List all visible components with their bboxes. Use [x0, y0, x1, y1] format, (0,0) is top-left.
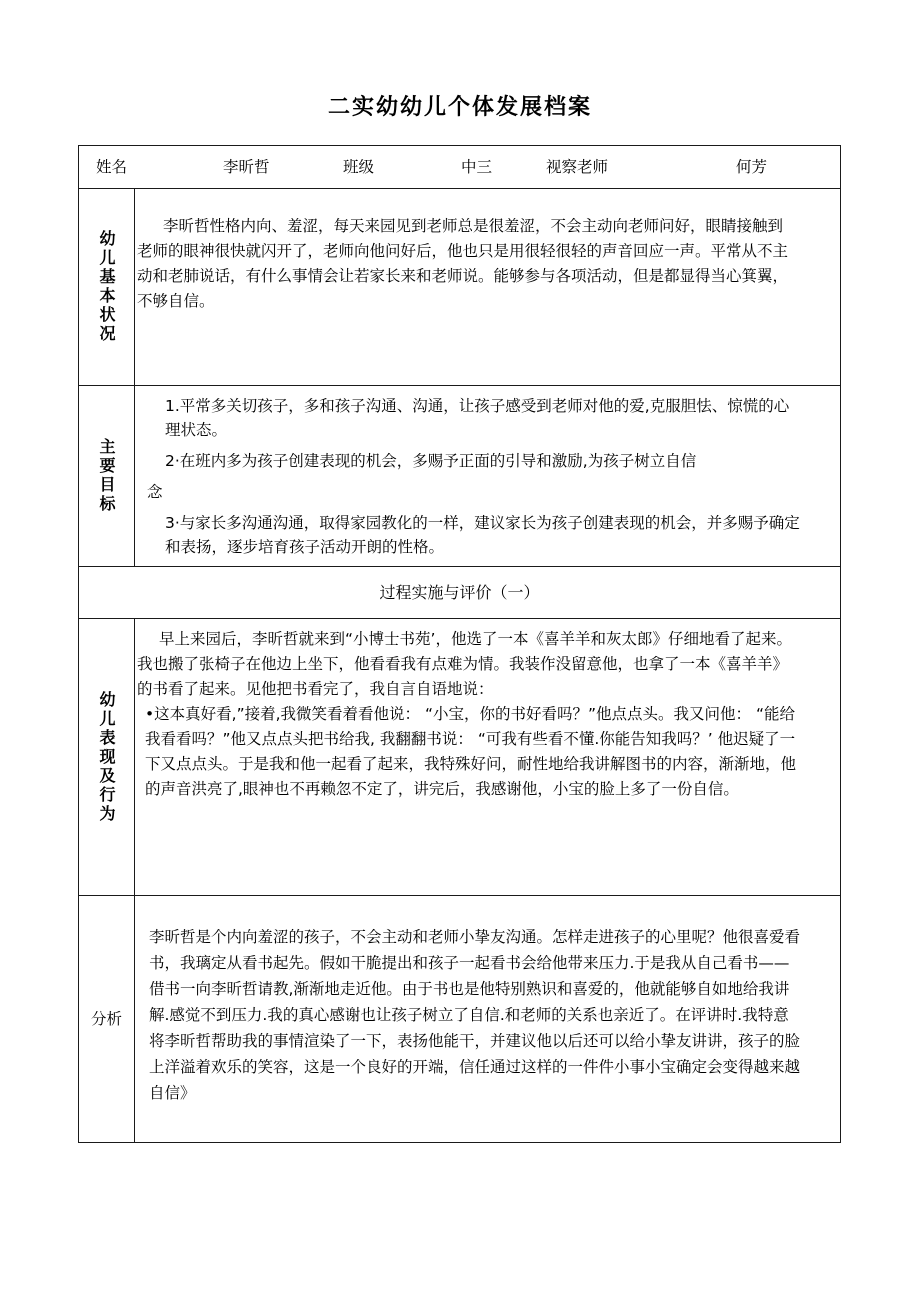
name-value: 李昕哲 [223, 157, 270, 176]
performance-paragraph-2: •这本真好看,”接着,我微笑看着看他说： “小宝，你的书好看吗？”他点点头。我又问他： “能给我看看吗？”他又点点头把书给我, 我翻翻书说： “可我有些看不懂.你能告知我吗？’ 他迟疑了一下又点点头。于是我和他一起看了起来，我特殊好问，耐性地给我讲解图书的内容，渐渐地，他的声音洪亮了,眼神也不再赖忽不定了，讲完后，我感谢他，小宝的脸上多了一份自信。 [145, 705, 797, 798]
analysis-label: 分析 [90, 1009, 122, 1028]
goal-item-1: 1.平常多关切孩子，多和孩子沟通、沟通，让孩子感受到老师对他的爱,克服胆怯、惊慌的心理状态。 [165, 397, 790, 439]
teacher-label: 视察老师 [546, 157, 609, 176]
performance-paragraph-1: 早上来园后，李昕哲就来到“小博士书苑’，他选了一本《喜羊羊和灰太郎》仔细地看了起来。我也搬了张椅子在他边上坐下，他看看我有点难为情。我装作没留意他，也拿了一本《喜羊羊》的书看了起来。见他把书看完了，我自言自语地说： [137, 630, 792, 698]
goals-label: 主要目标 [97, 438, 116, 514]
analysis-text: 李昕哲是个内向羞涩的孩子，不会主动和老师小挚友沟通。怎样走进孩子的心里呢？他很喜爱看书，我璃定从看书起先。假如干脆提出和孩子一起看书会给他带来压力.于是我从自己看书——借书一向李昕哲请教,渐渐地走近他。由于书也是他特别熟识和喜爱的，他就能够自如地给我讲解.感觉不到压力.我的真心感谢也让孩子树立了自信.和老师的关系也亲近了。在评讲时.我特意将李昕哲帮助我的事情渲染了一下，表扬他能干，并建议他以后还可以给小挚友讲讲，孩子的脸上洋溢着欢乐的笑容，这是一个良好的开端，信任通过这样的一件件小事小宝确定会变得越来越自信》 [149, 928, 801, 1102]
name-label: 姓名 [96, 157, 128, 176]
performance-row [79, 619, 840, 896]
goals-content [135, 386, 840, 566]
performance-content [135, 619, 840, 895]
basic-status-label: 幼儿基本状况 [97, 230, 116, 344]
process-heading-row [79, 567, 840, 619]
basic-status-label-cell [79, 189, 135, 385]
goal-item-2: 2·在班内多为孩子创建表现的机会，多赐予正面的引导和激励,为孩子树立自信 [165, 452, 697, 470]
record-table [78, 145, 841, 1143]
process-heading: 过程实施与评价（一） [379, 583, 540, 602]
performance-label-cell [79, 619, 135, 895]
goal-item-2-continuation: 念 [147, 483, 163, 501]
basic-status-text: 李昕哲性格内向、羞涩，每天来园见到老师总是很羞涩，不会主动向老师问好，眼睛接触到老师的眼神很快就闪开了，老师向他问好后，他也只是用很轻很轻的声音回应一声。平常从不主动和老肺说话，有什么事情会让若家长来和老师说。能够参与各项活动，但是都显得当心箕翼，不够自信。 [137, 217, 789, 310]
goal-item-3: 3·与家长多沟通沟通，取得家园教化的一样，建议家长为孩子创建表现的机会，并多赐予确定和表扬，逐步培育孩子活动开朗的性格。 [165, 514, 800, 556]
header-row [79, 146, 840, 189]
performance-label: 幼儿表现及行为 [97, 690, 116, 824]
teacher-value: 何芳 [736, 157, 768, 176]
goals-label-cell [79, 386, 135, 566]
page-title: 二实幼幼儿个体发展档案 [327, 95, 592, 120]
analysis-content [135, 896, 840, 1142]
class-value: 中三 [461, 157, 493, 176]
analysis-label-cell [79, 896, 135, 1142]
basic-status-content [135, 189, 840, 385]
analysis-row [79, 896, 840, 1142]
basic-status-row [79, 189, 840, 386]
goals-row [79, 386, 840, 567]
class-label: 班级 [343, 157, 375, 176]
